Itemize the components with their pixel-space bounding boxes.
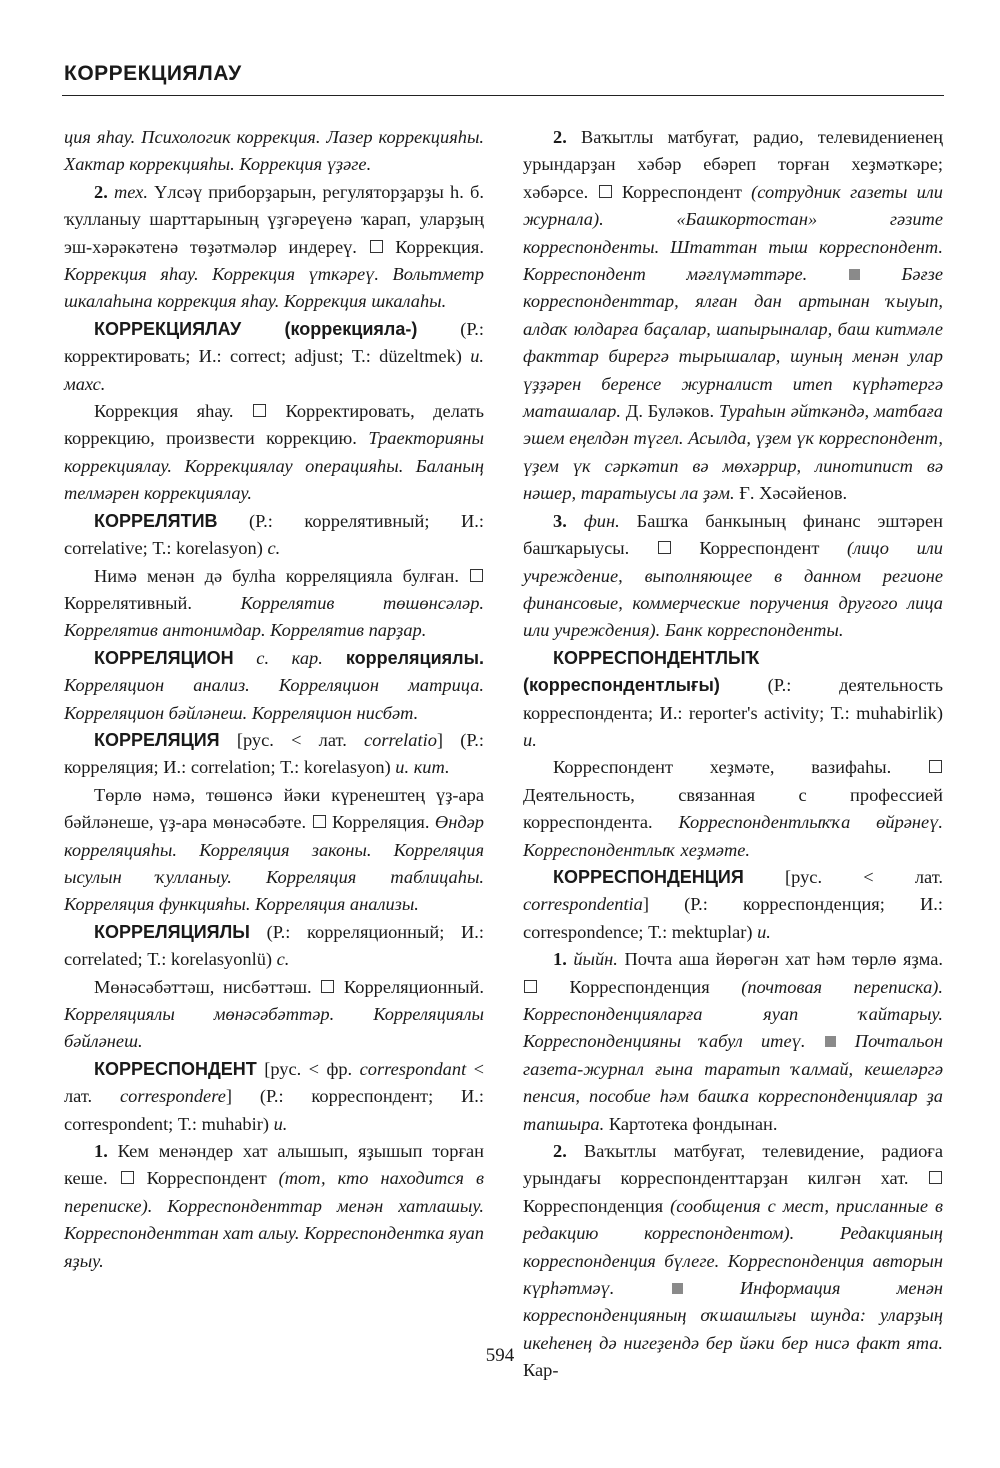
equivalents-text: ] (Р.: корреляция; И.: correlation; Т.: korelasyon): [64, 729, 484, 778]
grammar-label: и.: [273, 1113, 288, 1134]
translation-text: Корреспондент: [671, 538, 848, 559]
definition-text: Почта аша йөрөгән хат һәм төрлө яҙма.: [617, 949, 943, 970]
citation-text: Бәғзе корреспонденттар, ялған дан артынан ҡыуып, алдаҡ юлдарға баҫалар, шапырыналар, баш китмәле факттар бирергә тырышалар, шуның менән улар үҙҙәрен беренсе журналист итеп күрһәтергә маташалар.: [523, 264, 943, 422]
translation-text: Корреспондент: [612, 181, 752, 202]
definition-text: Ваҡытлы матбуғат, радио, телевидениенең урындарҙан хәбәр ебәреп торған хеҙмәткәре; хәбәрсе.: [523, 127, 943, 202]
domain-label: фин.: [566, 510, 620, 531]
example-text: Корреляциялы мөнәсәбәттәр. Корреляциялы бәйләнеш.: [64, 1004, 484, 1052]
equivalents-text: (Р.: коррелятивный; И.: correlative; Т.: korelasyon): [64, 510, 484, 559]
translation-text: Деятельность, связанная с профессией корреспондента.: [523, 784, 943, 833]
etymon: correspondere: [119, 1086, 226, 1107]
definition-text: Кем менәндер хат алышып, яҙышып торған кеше.: [64, 1141, 484, 1189]
sense-number: 2.: [553, 1141, 567, 1162]
translation-text: Корреспонденция: [523, 1195, 671, 1216]
etymon: correlatio: [364, 729, 437, 750]
citation-source: Картотека фондынан.: [604, 1113, 778, 1134]
sense-paragraph: [523, 754, 943, 864]
definition-text: Ваҡытлы матбуғат, телевидение, радиоға урындағы корреспонденттарҙан килгән хат.: [523, 1141, 943, 1189]
grammar-label: с.: [267, 538, 281, 559]
sense-paragraph: [64, 1138, 484, 1275]
citation-text: Информация менән корреспонденцияның оҡшашлығы шунда: уларҙың икеһенең дә нигеҙендә бер йәки бер нисә факт ята.: [523, 1278, 943, 1353]
definition-text: Мөнәсәбәттәш, нисбәттәш.: [94, 976, 312, 997]
grammar-label: и. махс.: [64, 346, 484, 394]
translation-text: Корреляция.: [326, 812, 435, 833]
translation-square-icon: [253, 404, 266, 417]
translation-text: Корреспонденция: [538, 976, 742, 997]
sense-number: 2.: [553, 127, 567, 147]
equivalents-text: (Р.: деятельность корреспондента; И.: reporter's activity; Т.: muhabirlik): [523, 675, 943, 723]
dictionary-entry: [64, 316, 484, 398]
etymology-text: [рус. < лат.: [219, 729, 365, 750]
headword-form: (коррекцияла-): [241, 318, 418, 339]
running-head: КОРРЕКЦИЯЛАУ: [64, 62, 242, 85]
translation-text: Корреляционный.: [335, 976, 484, 997]
example-text: (сообщения с мест, присланные в редакцию корреспондентом). Редакцияның корреспонденция бүлеге. Корреспонденция авторын күрһәтмәү.: [523, 1195, 943, 1299]
sense-paragraph: [64, 974, 484, 1056]
headword: КОРРЕЛЯЦИОН: [94, 647, 234, 668]
definition-text: Төрлө нәмә, төшөнсә йәки күренештең үҙ-ара бәйләнеше, үҙ-ара мөнәсәбәте.: [64, 784, 484, 833]
sense-number: 1.: [553, 949, 567, 970]
header-rule: [62, 95, 944, 96]
translation-square-icon: [929, 760, 942, 773]
translation-square-icon: [313, 815, 326, 828]
left-column: [64, 124, 484, 1275]
sense-number: 2.: [94, 181, 108, 202]
translation-text: Корректировать, делать коррекцию, произвести коррекцию.: [64, 401, 484, 449]
sense-paragraph: [523, 508, 943, 645]
translation-square-icon: [321, 980, 334, 993]
domain-label: йыйн.: [566, 949, 618, 970]
definition-text: Үлсәү приборҙарын, регуляторҙарҙы һ. б. ҡулланыу шарттарының үҙгәреүенә ҡарап, уларҙың эш-хәрәкәтенә төҙәтмәләр индереү.: [64, 181, 484, 257]
right-column: [523, 124, 943, 1385]
citation-source: Ғ. Хәсәйенов.: [734, 483, 848, 504]
translation-square-icon: [121, 1171, 134, 1184]
citation-text: Тураһын әйткәндә, матбаға эшем еңелдән түгел. Асылда, үҙем үк корреспондент, үҙем үк сәркәтип вә мөхәррир, линотипист вә нәшер, таратыусы ла ҙәм.: [523, 401, 944, 504]
sense-number: 3.: [553, 510, 567, 531]
translation-square-icon: [524, 980, 537, 993]
translation-text: Корреспондент: [134, 1168, 279, 1189]
grammar-label: и.: [523, 729, 537, 750]
sense-paragraph: [523, 946, 943, 1138]
dictionary-entry: [523, 864, 943, 946]
translation-square-icon: [658, 541, 671, 554]
definition-text: Корреспондент хеҙмәте, вазифаһы.: [553, 757, 892, 778]
etymon: correspondant: [359, 1058, 467, 1079]
definition-text: Коррекция яһау.: [94, 401, 234, 422]
example-text: Траекторияны коррекциялау. Коррекциялау операцияһы. Баланың телмәрен коррекциялау.: [64, 428, 484, 504]
example-text: (лицо или учреждение, выполняющее в данном регионе финансовые, коммерческие поручения другого лица или учреждения). Банк корреспонденты.: [523, 538, 943, 641]
example-text: Коррекция яһау. Коррекция үткәреү. Вольтметр шкалаһына коррекция яһау. Коррекция шкалаһы.: [64, 264, 484, 312]
grammar-label: с. кар.: [233, 647, 323, 668]
translation-square-icon: [470, 569, 483, 582]
headword: КОРРЕЛЯЦИЯ: [94, 729, 220, 750]
headword: КОРРЕКЦИЯЛАУ: [94, 318, 242, 339]
citation-source: Д. Буләков.: [620, 401, 719, 422]
grammar-label: и. кит.: [395, 757, 450, 778]
example-text: (сотрудник газеты или журнала). «Башкортостан» гәзите корреспонденты. Штаттан тыш корреспондент. Корреспондент мәғлүмәттәре.: [523, 181, 943, 285]
example-text: Корреляцион анализ. Корреляцион матрица. Корреляцион бәйләнеш. Корреляцион нисбәт.: [64, 675, 484, 723]
dictionary-entry: [64, 1056, 484, 1138]
etymon: correspondentia: [523, 894, 643, 915]
grammar-label: с.: [276, 949, 290, 970]
equivalents-text: (Р.: корректировать; И.: correct; adjust; Т.: düzeltmek): [64, 318, 485, 367]
headword: КОРРЕСПОНДЕНЦИЯ: [553, 866, 744, 887]
entry-continuation: [64, 124, 484, 179]
citation-source: Кар-: [523, 1360, 559, 1381]
dictionary-entry: [64, 919, 484, 974]
equivalents-text: ] (Р.: корреспонденция; И.: correspondence; Т.: mektuplar): [523, 894, 943, 942]
example-text: Корреспондентлыҡҡа өйрәнеү. Корреспондентлыҡ хеҙмәте.: [523, 812, 944, 860]
example-text: Өндәр корреляцияһы. Корреляция законы. Корреляция ысулын ҡулланыу. Корреляция таблицаһы. Корреляция функцияһы. Корреляция анализы.: [64, 812, 484, 915]
etymology-text: < лат.: [64, 1058, 484, 1107]
translation-square-icon: [599, 185, 612, 198]
headword: КОРРЕСПОНДЕНТЛЫҠ: [553, 647, 760, 668]
grammar-label: и.: [757, 921, 771, 942]
dictionary-entry: [64, 508, 484, 563]
citation-square-icon: [825, 1036, 836, 1047]
dictionary-entry: [523, 645, 943, 755]
definition-text: Нимә менән дә булһа корреляцияла булған.: [94, 565, 459, 586]
equivalents-text: ] (Р.: корреспондент; И.: correspondent; Т.: muhabir): [64, 1086, 485, 1134]
equivalents-text: (Р.: корреляционный; И.: correlated; Т.: korelasyonlü): [64, 921, 484, 970]
headword: КОРРЕЛЯТИВ: [94, 510, 218, 531]
citation-square-icon: [672, 1283, 683, 1294]
sense-paragraph: [64, 398, 484, 508]
page-number: 594: [485, 1345, 515, 1366]
example-text: ция яһау. Психологик коррекция. Лазер коррекцияһы. Хактар коррекцияһы. Коррекция үҙәге.: [64, 127, 484, 175]
sense-paragraph: [64, 179, 484, 316]
translation-square-icon: [929, 1171, 942, 1184]
example-text: (почтовая переписка). Корреспонденцияларға яуап ҡайтарыу. Корреспонденцияны ҡабул итеү.: [523, 976, 943, 1052]
citation-text: Почтальон газета-журнал ғына таратып ҡалмай, кешеләргә пенсия, пособие һәм башҡа корреспонденциялар ҙа тапшыра.: [523, 1031, 943, 1134]
headword: КОРРЕСПОНДЕНТ: [94, 1058, 257, 1079]
etymology-text: [рус. < фр.: [256, 1058, 360, 1079]
dictionary-entry: [64, 645, 484, 727]
translation-text: Коррекция.: [383, 236, 484, 257]
domain-label: тех.: [113, 181, 148, 202]
citation-square-icon: [849, 269, 860, 280]
translation-square-icon: [370, 240, 383, 253]
cross-reference: корреляциялы.: [322, 647, 484, 668]
translation-text: Коррелятивный.: [64, 592, 241, 613]
headword-form: (корреспондентлығы): [523, 675, 720, 696]
headword: КОРРЕЛЯЦИЯЛЫ: [94, 921, 250, 942]
example-text: (тот, кто находится в переписке). Корреспонденттар менән хатлашыу. Корреспонденттан хат алыу. Корреспондентка яуап яҙыу.: [64, 1168, 484, 1271]
sense-number: 1.: [94, 1141, 108, 1162]
example-text: Коррелятив төшөнсәләр. Коррелятив антонимдар. Коррелятив парҙар.: [64, 592, 484, 641]
dictionary-entry: [64, 727, 484, 782]
sense-paragraph: [523, 124, 943, 508]
sense-paragraph: [64, 563, 484, 645]
etymology-text: [рус. < лат.: [743, 866, 943, 887]
definition-text: Башҡа банкының финанс эштәрен башҡарыусы.: [523, 510, 943, 559]
sense-paragraph: [64, 782, 484, 919]
